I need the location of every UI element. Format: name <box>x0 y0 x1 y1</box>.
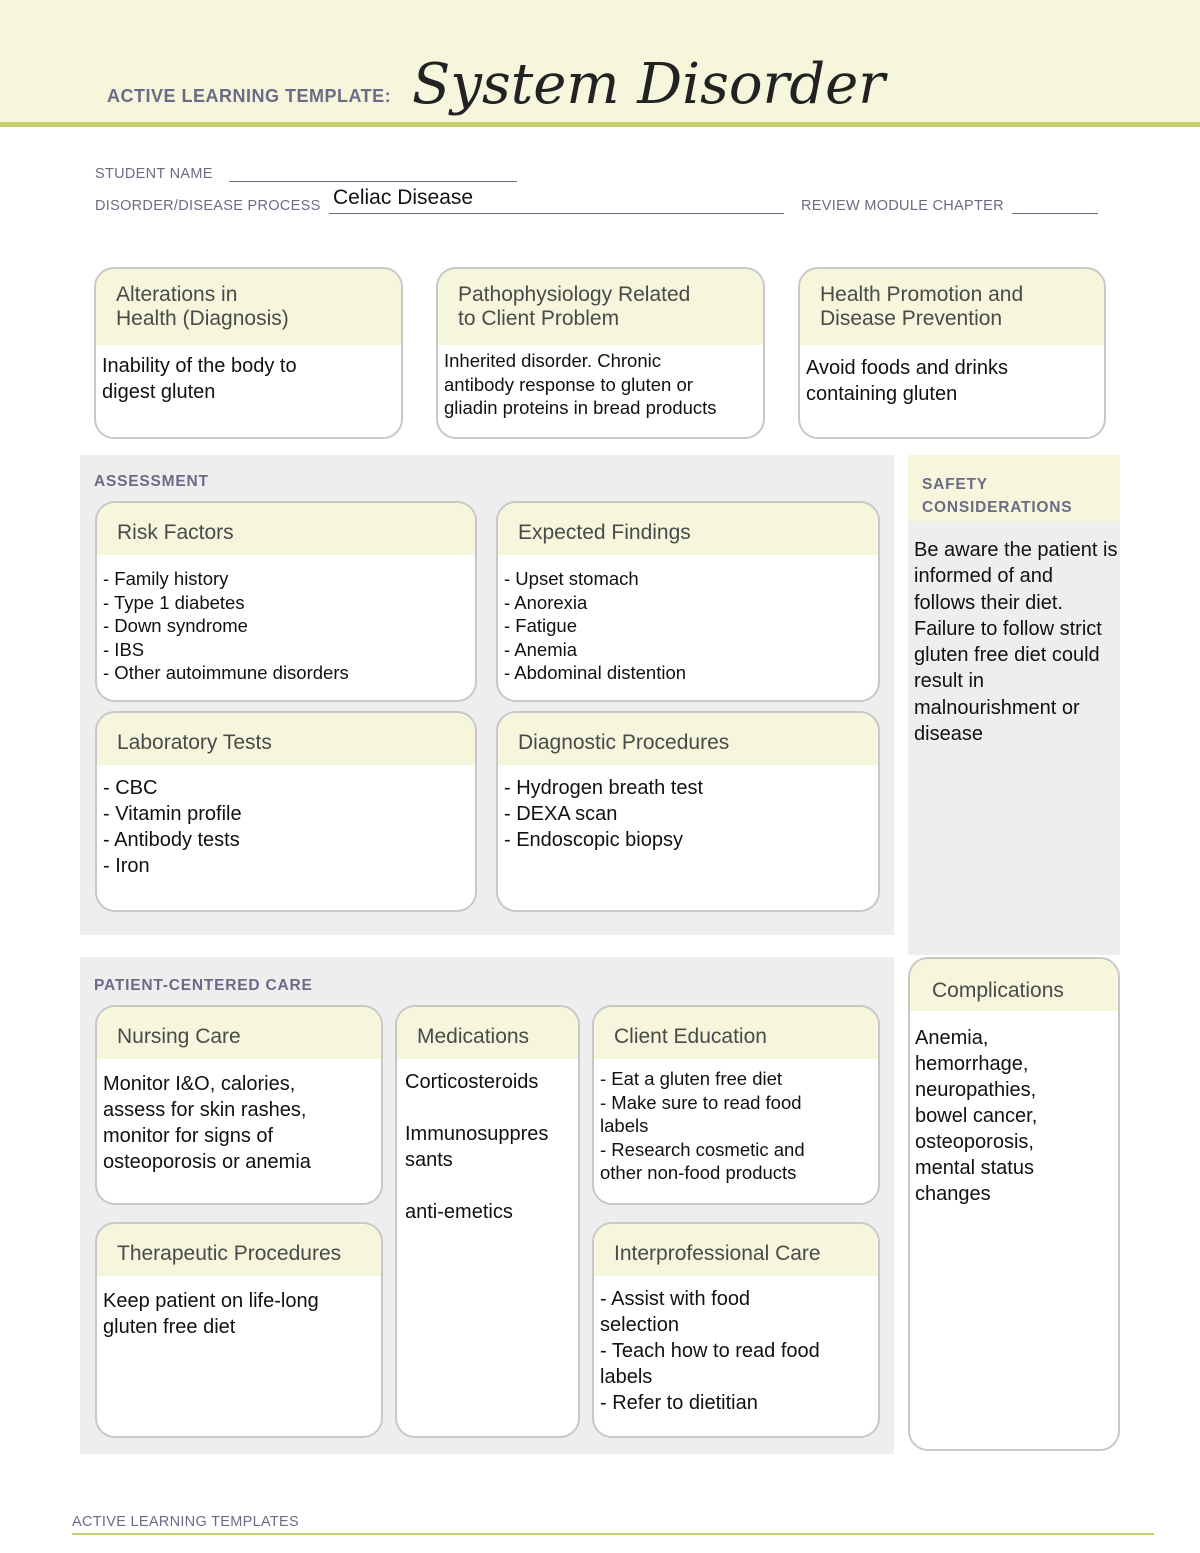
box-header: Risk Factors <box>97 503 475 555</box>
box-header: Complications <box>910 959 1118 1011</box>
list-item: - CBC <box>103 777 158 799</box>
box-header: Expected Findings <box>498 503 878 555</box>
medications-box <box>395 1005 580 1438</box>
body-line: - Eat a gluten free diet <box>600 1068 783 1089</box>
list-item: - Hydrogen breath test <box>504 777 703 799</box>
pathophysiology-box <box>436 267 765 439</box>
body-line: gluten free diet <box>103 1316 236 1338</box>
body-line <box>405 1095 572 1121</box>
body-line: bowel cancer, <box>915 1105 1038 1127</box>
body-line: Keep patient on life-long <box>103 1290 319 1312</box>
body-line: Anemia, <box>915 1027 989 1049</box>
list-item: - Other autoimmune disorders <box>103 662 349 683</box>
list-item: - Down syndrome <box>103 615 248 636</box>
body-line: Inability of the body to <box>102 355 297 377</box>
body-line: Corticosteroids <box>405 1071 539 1093</box>
box-body <box>96 345 401 405</box>
page-title: System Disorder <box>412 52 886 117</box>
list-item: - Anorexia <box>504 591 588 613</box>
body-line: assess for skin rashes, <box>103 1099 307 1121</box>
body-line: monitor for signs of <box>103 1125 274 1147</box>
body-line: mental status <box>915 1157 1034 1179</box>
body-line: Inherited disorder. Chronic <box>444 350 661 371</box>
header-divider <box>0 122 1200 127</box>
safety-title-line: SAFETY <box>922 476 988 493</box>
box-header <box>96 269 401 345</box>
box-body <box>97 1059 381 1175</box>
body-line: Monitor I&O, calories, <box>103 1073 296 1095</box>
body-line: labels <box>600 1115 649 1136</box>
box-header <box>800 269 1104 345</box>
footer-text: ACTIVE LEARNING TEMPLATES <box>72 1514 299 1530</box>
list-item: - Antibody tests <box>103 829 240 851</box>
body-line: neuropathies, <box>915 1079 1037 1101</box>
nursing-care-box <box>95 1005 383 1205</box>
list-item: - IBS <box>103 638 145 660</box>
body-line: - Refer to dietitian <box>600 1392 758 1414</box>
patient-centered-care-title: PATIENT-CENTERED CARE <box>94 977 313 994</box>
safety-text: Be aware the patient is informed of and follows their diet. Failure to follow strict gluten free diet could result in malnourishment or disease <box>914 539 1118 746</box>
disorder-value: Celiac Disease <box>333 186 474 209</box>
safety-title <box>922 473 1072 519</box>
box-body <box>97 555 475 685</box>
diagnostic-procedures-box <box>496 711 880 912</box>
body-line: labels <box>600 1366 653 1388</box>
laboratory-tests-box <box>95 711 477 912</box>
body-line: Immunosuppres <box>405 1123 549 1145</box>
box-header: Diagnostic Procedures <box>498 713 878 765</box>
box-header: Client Education <box>594 1007 878 1059</box>
box-body <box>97 765 475 879</box>
safety-title-line: CONSIDERATIONS <box>922 499 1073 516</box>
body-line: other non-food products <box>600 1162 797 1183</box>
list-item: - Fatigue <box>504 615 578 636</box>
box-title-line: Pathophysiology Related <box>458 283 691 306</box>
risk-factors-box <box>95 501 477 702</box>
alterations-in-health-box <box>94 267 403 439</box>
box-title-line: Health (Diagnosis) <box>116 307 289 330</box>
box-header <box>438 269 763 345</box>
body-line: digest gluten <box>102 381 216 403</box>
client-education-box <box>592 1005 880 1205</box>
review-module-label: REVIEW MODULE CHAPTER <box>801 198 1004 214</box>
box-body <box>97 1276 381 1340</box>
box-body <box>397 1059 578 1225</box>
body-line: - Research cosmetic and <box>600 1138 805 1160</box>
box-header: Laboratory Tests <box>97 713 475 765</box>
box-header: Interprofessional Care <box>594 1224 878 1276</box>
body-line: changes <box>915 1183 991 1205</box>
body-line: sants <box>405 1149 453 1171</box>
body-line: - Assist with food <box>600 1288 751 1310</box>
box-title-line: Health Promotion and <box>820 283 1024 306</box>
footer-divider <box>72 1533 1154 1535</box>
box-body <box>594 1276 878 1416</box>
box-body <box>498 555 878 685</box>
body-line <box>405 1173 572 1199</box>
review-module-field[interactable] <box>1012 200 1098 214</box>
list-item: - Upset stomach <box>504 568 639 589</box>
list-item: - Type 1 diabetes <box>103 591 245 613</box>
body-line: gliadin proteins in bread products <box>444 397 717 418</box>
assessment-title: ASSESSMENT <box>94 473 209 490</box>
list-item: - Family history <box>103 568 229 589</box>
body-line: osteoporosis, <box>915 1131 1034 1153</box>
student-name-label: STUDENT NAME <box>95 166 213 182</box>
expected-findings-box <box>496 501 880 702</box>
disorder-label: DISORDER/DISEASE PROCESS <box>95 198 321 214</box>
body-line: hemorrhage, <box>915 1053 1029 1075</box>
list-item: - Abdominal distention <box>504 662 687 683</box>
student-name-field[interactable] <box>229 168 517 182</box>
list-item: - Endoscopic biopsy <box>504 829 683 851</box>
body-line: antibody response to gluten or <box>444 373 693 395</box>
box-title-line: to Client Problem <box>458 307 620 330</box>
health-promotion-box <box>798 267 1106 439</box>
therapeutic-procedures-box <box>95 1222 383 1438</box>
box-header: Medications <box>397 1007 578 1059</box>
box-title-line: Disease Prevention <box>820 307 1003 330</box>
box-body <box>594 1059 878 1185</box>
body-line: - Make sure to read food <box>600 1091 802 1113</box>
body-line: Avoid foods and drinks <box>806 357 1008 379</box>
list-item: - Vitamin profile <box>103 803 242 825</box>
interprofessional-care-box <box>592 1222 880 1438</box>
body-line: anti-emetics <box>405 1201 513 1223</box>
box-title-line: Alterations in <box>116 283 238 306</box>
box-body <box>438 345 763 420</box>
body-line: - Teach how to read food <box>600 1340 820 1362</box>
list-item: - Iron <box>103 855 150 877</box>
box-body <box>800 345 1104 407</box>
list-item: - DEXA scan <box>504 803 618 825</box>
box-body <box>910 1011 1118 1207</box>
box-header: Nursing Care <box>97 1007 381 1059</box>
body-line: containing gluten <box>806 383 958 405</box>
complications-box <box>908 957 1120 1451</box>
list-item: - Anemia <box>504 638 578 660</box>
body-line: selection <box>600 1314 679 1336</box>
body-line: osteoporosis or anemia <box>103 1151 311 1173</box>
template-label: ACTIVE LEARNING TEMPLATE: <box>107 86 392 106</box>
box-header: Therapeutic Procedures <box>97 1224 381 1276</box>
box-body <box>498 765 878 853</box>
